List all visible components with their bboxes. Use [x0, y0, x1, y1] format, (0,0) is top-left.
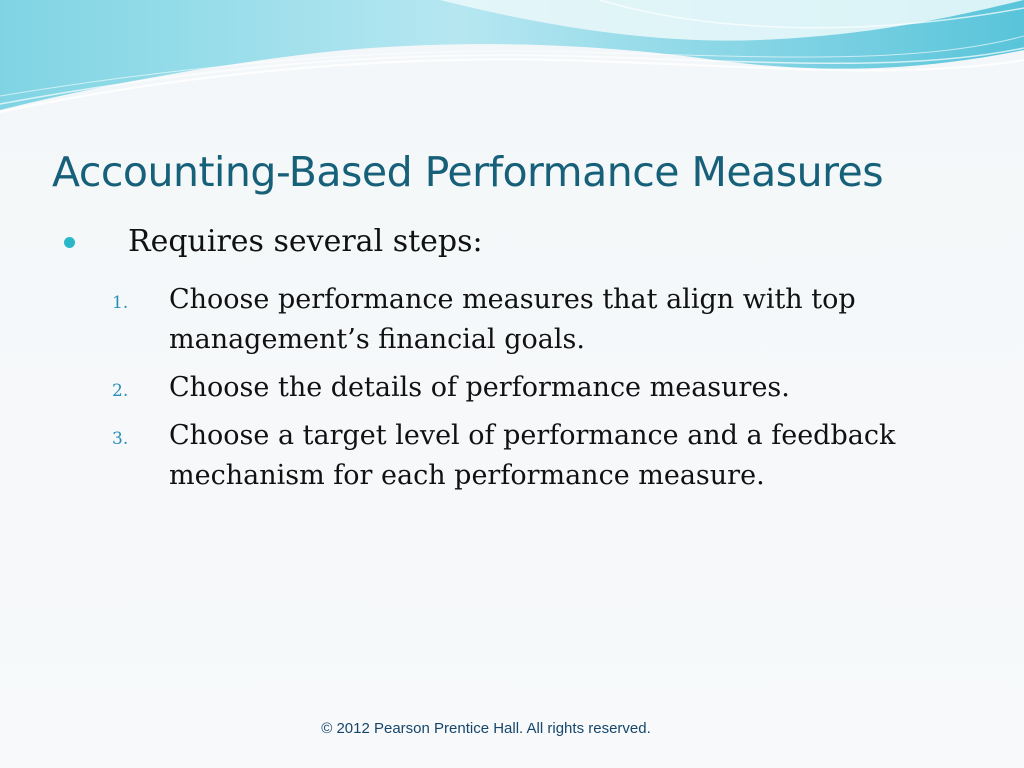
- step-item: [112, 368, 972, 408]
- step-number: 2.: [112, 381, 129, 401]
- step-number: 1.: [112, 293, 129, 313]
- step-number: 3.: [112, 429, 129, 449]
- slide-title: Accounting-Based Performance Measures: [52, 148, 884, 196]
- step-text: Choose the details of performance measures.: [169, 372, 790, 403]
- decorative-wave-banner: [0, 0, 1024, 130]
- step-text: Choose a target level of performance and a feedback mechanism for each performance measure.: [169, 420, 896, 491]
- step-item: [112, 416, 972, 496]
- step-text: Choose performance measures that align with top management’s financial goals.: [169, 284, 856, 355]
- copyright-footer: © 2012 Pearson Prentice Hall. All rights reserved.: [321, 720, 651, 737]
- step-item: [112, 280, 972, 360]
- bullet-text: Requires several steps:: [128, 224, 483, 259]
- bullet-dot-icon: [64, 237, 75, 248]
- steps-list: [112, 280, 972, 504]
